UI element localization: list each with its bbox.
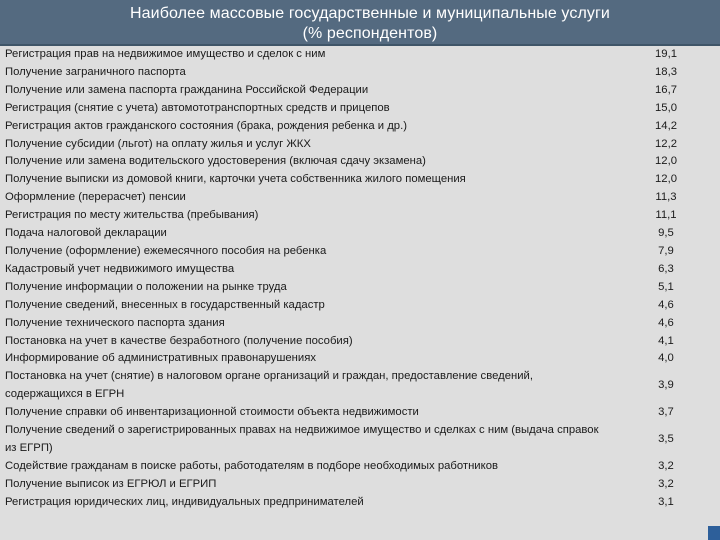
table-row xyxy=(0,82,720,100)
table-row xyxy=(0,225,720,243)
service-percent-cell: 3,7 xyxy=(658,406,674,419)
service-name-cell: Регистрация (снятие с учета) автомототранспортных средств и прицепов xyxy=(5,101,390,114)
service-name-cell: Регистрация юридических лиц, индивидуальных предпринимателей xyxy=(5,495,364,508)
table-row xyxy=(0,207,720,225)
services-table xyxy=(0,46,720,512)
service-percent-cell: 18,3 xyxy=(655,65,677,78)
table-row xyxy=(0,368,720,404)
services-table-container xyxy=(0,46,720,540)
service-percent-cell: 12,2 xyxy=(655,137,677,150)
service-name-cell: Информирование об административных правонарушениях xyxy=(5,352,316,365)
service-percent-cell: 5,1 xyxy=(658,280,674,293)
service-name-cell: Получение информации о положении на рынке труда xyxy=(5,280,287,293)
service-percent-cell: 9,5 xyxy=(658,227,674,240)
service-name-cell: Постановка на учет в качестве безработного (получение пособия) xyxy=(5,334,353,347)
service-name-cell: Получение справки об инвентаризационной стоимости объекта недвижимости xyxy=(5,406,419,419)
table-row xyxy=(0,422,720,458)
service-percent-cell: 4,6 xyxy=(658,298,674,311)
table-row xyxy=(0,243,720,261)
service-name-cell: Получение сведений, внесенных в государственный кадастр xyxy=(5,298,325,311)
service-name-cell: Подача налоговой декларации xyxy=(5,227,167,240)
service-percent-cell: 12,0 xyxy=(655,173,677,186)
service-percent-cell: 4,6 xyxy=(658,316,674,329)
service-name-cell: Оформление (перерасчет) пенсии xyxy=(5,191,186,204)
service-percent-cell: 3,2 xyxy=(658,459,674,472)
service-name-cell: Получение выписки из домовой книги, карточки учета собственника жилого помещения xyxy=(5,173,466,186)
service-percent-cell: 12,0 xyxy=(655,155,677,168)
services-table-body xyxy=(0,46,720,512)
table-row xyxy=(0,153,720,171)
table-row xyxy=(0,350,720,368)
service-percent-cell: 15,0 xyxy=(655,101,677,114)
table-row xyxy=(0,189,720,207)
service-name-cell: Получение или замена паспорта гражданина Российской Федерации xyxy=(5,83,369,96)
service-percent-cell: 6,3 xyxy=(658,262,674,275)
service-name-cell: Регистрация по месту жительства (пребывания) xyxy=(5,209,259,222)
table-row xyxy=(0,118,720,136)
service-percent-cell: 3,1 xyxy=(658,495,674,508)
service-percent-cell: 3,5 xyxy=(658,432,674,445)
slide-title xyxy=(40,4,700,44)
table-row xyxy=(0,494,720,512)
service-name-cell: Получение выписок из ЕГРЮЛ и ЕГРИП xyxy=(5,477,217,490)
service-name-cell: Получение субсидии (льгот) на оплату жилья и услуг ЖКХ xyxy=(5,137,311,150)
service-percent-cell: 4,0 xyxy=(658,352,674,365)
service-percent-cell: 3,9 xyxy=(658,379,674,392)
service-name-cell: Регистрация актов гражданского состояния (брака, рождения ребенка и др.) xyxy=(5,119,407,132)
title-line-2: (% респондентов) xyxy=(302,25,438,42)
slide-corner-badge xyxy=(708,526,720,540)
service-name-cell: Получение или замена водительского удостоверения (включая сдачу экзамена) xyxy=(5,155,426,168)
service-percent-cell: 3,2 xyxy=(658,477,674,490)
service-name-cell: Получение (оформление) ежемесячного пособия на ребенка xyxy=(5,244,327,257)
service-percent-cell: 11,1 xyxy=(655,209,677,222)
service-percent-cell: 11,3 xyxy=(655,191,677,204)
service-percent-cell: 19,1 xyxy=(655,48,677,60)
table-row xyxy=(0,333,720,351)
service-percent-cell: 4,1 xyxy=(658,334,674,347)
table-row xyxy=(0,46,720,64)
table-row xyxy=(0,458,720,476)
table-row xyxy=(0,297,720,315)
table-row xyxy=(0,261,720,279)
service-name-cell: Регистрация прав на недвижимое имущество и сделок с ним xyxy=(5,48,326,60)
service-name-cell: Получение сведений о зарегистрированных правах на недвижимое имущество и сделках с ним (выдача справок из ЕГРП) xyxy=(5,424,599,454)
service-percent-cell: 16,7 xyxy=(655,83,677,96)
service-percent-cell: 14,2 xyxy=(655,119,677,132)
table-row xyxy=(0,315,720,333)
slide-header xyxy=(0,0,720,46)
table-row xyxy=(0,404,720,422)
title-line-1: Наиболее массовые государственные и муниципальные услуги xyxy=(130,5,610,22)
service-percent-cell: 7,9 xyxy=(658,244,674,257)
table-row xyxy=(0,476,720,494)
table-row xyxy=(0,100,720,118)
service-name-cell: Получение технического паспорта здания xyxy=(5,316,225,329)
table-row xyxy=(0,279,720,297)
service-name-cell: Содействие гражданам в поиске работы, работодателям в подборе необходимых работников xyxy=(5,459,498,472)
service-name-cell: Кадастровый учет недвижимого имущества xyxy=(5,262,235,275)
table-row xyxy=(0,136,720,154)
table-row xyxy=(0,64,720,82)
service-name-cell: Постановка на учет (снятие) в налоговом органе организаций и граждан, предоставление сведений, содержащихся в ЕГРН xyxy=(5,370,533,401)
service-name-cell: Получение заграничного паспорта xyxy=(5,65,186,78)
table-row xyxy=(0,171,720,189)
